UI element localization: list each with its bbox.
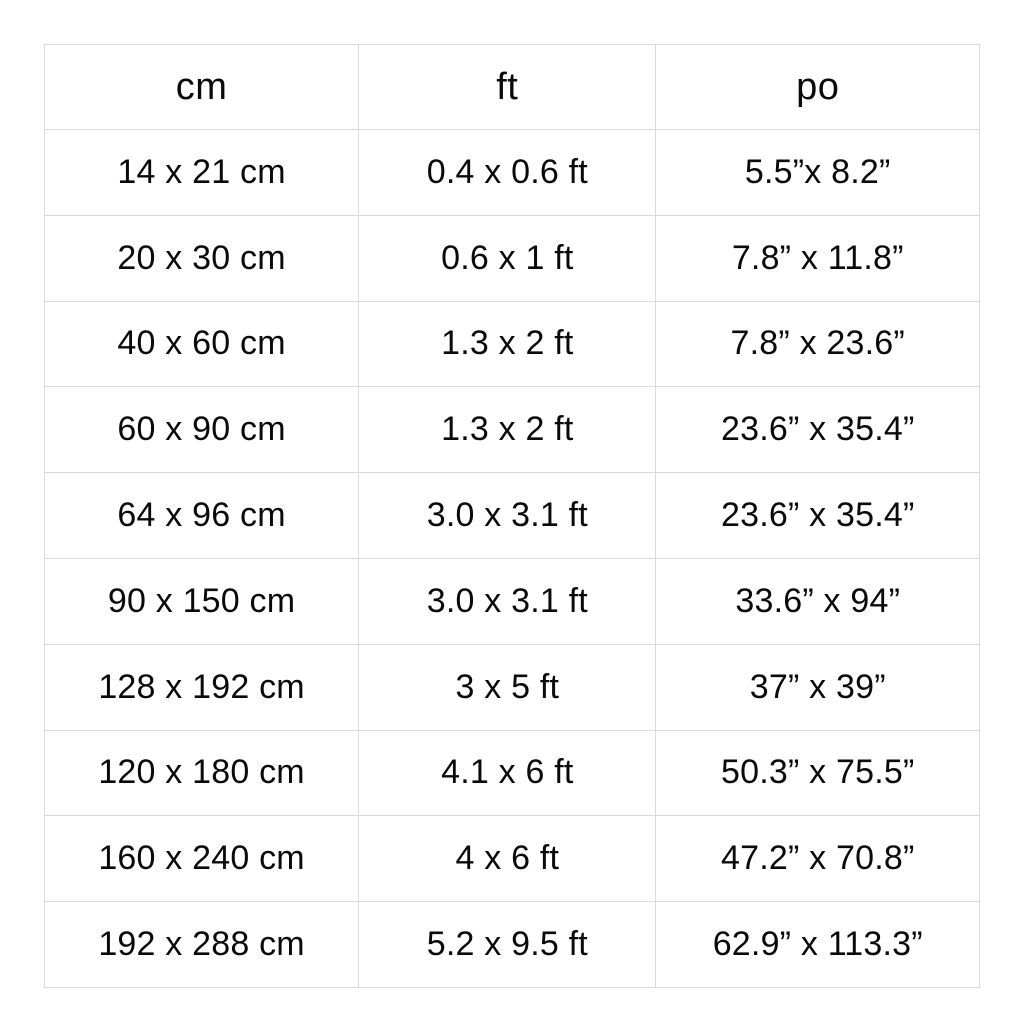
cell-po: 47.2” x 70.8” — [656, 816, 980, 902]
cell-cm: 60 x 90 cm — [45, 387, 359, 473]
size-conversion-table-wrapper — [44, 44, 980, 976]
cell-ft: 3.0 x 3.1 ft — [359, 473, 656, 559]
cell-ft: 4.1 x 6 ft — [359, 730, 656, 816]
cell-cm: 160 x 240 cm — [45, 816, 359, 902]
cell-po: 33.6” x 94” — [656, 558, 980, 644]
column-header-po: po — [656, 45, 980, 130]
table-row — [45, 387, 980, 473]
table-row — [45, 730, 980, 816]
cell-cm: 90 x 150 cm — [45, 558, 359, 644]
cell-po: 23.6” x 35.4” — [656, 473, 980, 559]
cell-cm: 192 x 288 cm — [45, 902, 359, 988]
table-row — [45, 644, 980, 730]
table-row — [45, 816, 980, 902]
table-row — [45, 215, 980, 301]
table-row — [45, 473, 980, 559]
cell-ft: 0.6 x 1 ft — [359, 215, 656, 301]
cell-ft: 1.3 x 2 ft — [359, 301, 656, 387]
table-body — [45, 130, 980, 988]
table-row — [45, 558, 980, 644]
cell-ft: 4 x 6 ft — [359, 816, 656, 902]
table-header-row — [45, 45, 980, 130]
cell-cm: 120 x 180 cm — [45, 730, 359, 816]
cell-po: 23.6” x 35.4” — [656, 387, 980, 473]
cell-po: 7.8” x 23.6” — [656, 301, 980, 387]
cell-cm: 20 x 30 cm — [45, 215, 359, 301]
cell-ft: 5.2 x 9.5 ft — [359, 902, 656, 988]
column-header-ft: ft — [359, 45, 656, 130]
table-row — [45, 902, 980, 988]
cell-po: 5.5”x 8.2” — [656, 130, 980, 216]
cell-po: 7.8” x 11.8” — [656, 215, 980, 301]
cell-ft: 1.3 x 2 ft — [359, 387, 656, 473]
cell-cm: 40 x 60 cm — [45, 301, 359, 387]
column-header-cm: cm — [45, 45, 359, 130]
cell-cm: 128 x 192 cm — [45, 644, 359, 730]
cell-cm: 14 x 21 cm — [45, 130, 359, 216]
table-row — [45, 130, 980, 216]
size-conversion-table — [44, 44, 980, 988]
cell-ft: 0.4 x 0.6 ft — [359, 130, 656, 216]
cell-cm: 64 x 96 cm — [45, 473, 359, 559]
cell-po: 37” x 39” — [656, 644, 980, 730]
cell-po: 62.9” x 113.3” — [656, 902, 980, 988]
cell-ft: 3.0 x 3.1 ft — [359, 558, 656, 644]
cell-ft: 3 x 5 ft — [359, 644, 656, 730]
table-row — [45, 301, 980, 387]
cell-po: 50.3” x 75.5” — [656, 730, 980, 816]
table-header — [45, 45, 980, 130]
